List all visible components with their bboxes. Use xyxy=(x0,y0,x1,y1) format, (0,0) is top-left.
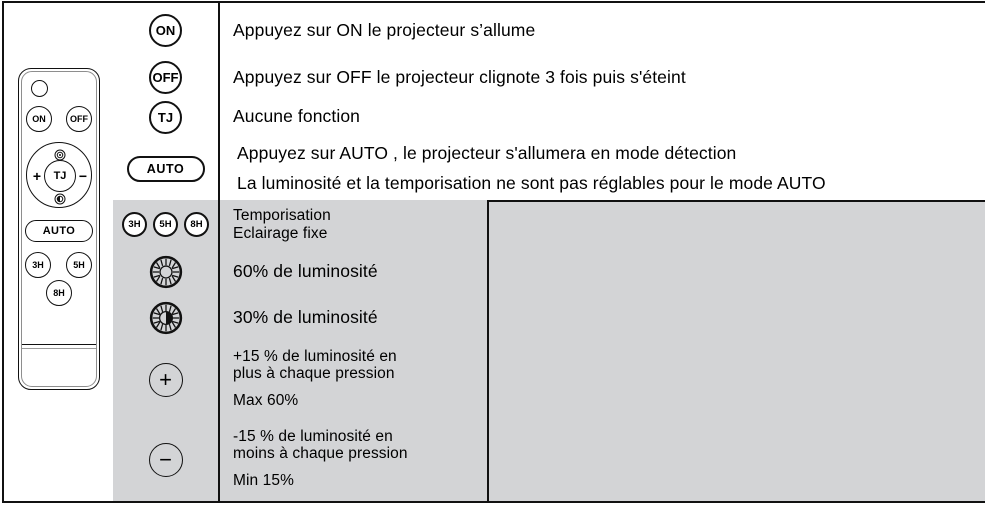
row-note: Max 60% xyxy=(233,392,299,410)
row-text-line: plus à chaque pression xyxy=(233,364,395,382)
remote-dpad[interactable] xyxy=(26,142,92,208)
row-text-line: 30% de luminosité xyxy=(233,307,378,328)
table-row xyxy=(113,249,487,295)
remote-3h-button[interactable] xyxy=(25,252,51,278)
timer-5h-label: 5H xyxy=(159,219,172,230)
remote-tj-button[interactable] xyxy=(44,160,76,192)
empty-gray-panel xyxy=(487,200,985,501)
on-button-icon[interactable] xyxy=(149,14,182,47)
auto-button-icon[interactable] xyxy=(127,156,205,182)
row-text-line: Appuyez sur AUTO , le projecteur s'allumera en mode détection xyxy=(237,142,737,163)
row-text-line: +15 % de luminosité en xyxy=(233,347,397,365)
remote-led-indicator xyxy=(31,80,48,97)
timer-3h-label: 3H xyxy=(128,219,141,230)
remote-5h-label: 5H xyxy=(73,260,85,270)
remote-column xyxy=(4,3,112,501)
plus-icon-label: + xyxy=(159,366,172,392)
timer-8h-icon[interactable] xyxy=(184,212,209,237)
row-icon-cell xyxy=(113,341,220,418)
table-row xyxy=(113,295,487,341)
remote-seam-line xyxy=(22,344,96,345)
row-text-cell xyxy=(220,200,487,249)
minus-icon-label: − xyxy=(159,446,172,472)
table-row xyxy=(113,200,487,249)
row-text-line: Eclairage fixe xyxy=(233,224,328,242)
table-row xyxy=(113,3,985,58)
timer-3h-icon[interactable] xyxy=(122,212,147,237)
remote-minus-button[interactable]: − xyxy=(78,168,88,184)
row-note: Min 15% xyxy=(233,472,295,490)
table-row xyxy=(113,418,487,501)
minus-button-icon[interactable] xyxy=(149,443,183,477)
remote-on-label: ON xyxy=(32,114,46,124)
row-icon-cell xyxy=(113,295,220,341)
timer-8h-label: 8H xyxy=(190,219,203,230)
row-text-line: moins à chaque pression xyxy=(233,444,408,462)
remote-auto-label: AUTO xyxy=(42,225,76,237)
row-text-line: Aucune fonction xyxy=(233,106,361,127)
row-text-cell xyxy=(220,418,487,501)
row-icon-cell xyxy=(113,137,220,200)
row-icon-cell xyxy=(113,97,220,137)
plus-button-icon[interactable] xyxy=(149,363,183,397)
remote-tj-label: TJ xyxy=(53,170,67,182)
brightness-up-icon[interactable] xyxy=(54,148,66,160)
row-text-line: Appuyez sur OFF le projecteur clignote 3 fois puis s'éteint xyxy=(233,66,686,87)
row-icon-cell xyxy=(113,3,220,58)
row-text-line: Temporisation xyxy=(233,207,331,225)
remote-on-button[interactable] xyxy=(26,106,52,132)
row-text-line: -15 % de luminosité en xyxy=(233,427,393,445)
table-row xyxy=(113,137,985,200)
table-row xyxy=(113,341,487,418)
remote-8h-button[interactable] xyxy=(46,280,72,306)
remote-seam-line-secondary xyxy=(22,348,96,349)
row-text-cell xyxy=(220,3,985,58)
auto-icon-label: AUTO xyxy=(146,161,185,176)
row-text-line: 60% de luminosité xyxy=(233,261,378,282)
brightness-full-icon[interactable] xyxy=(149,255,183,289)
remote-off-button[interactable] xyxy=(66,106,92,132)
remote-control-illustration xyxy=(18,68,100,390)
row-text-cell xyxy=(220,58,985,97)
timer-5h-icon[interactable] xyxy=(153,212,178,237)
table-row xyxy=(113,97,985,137)
row-text-line: La luminosité et la temporisation ne sont pas réglables pour le mode AUTO xyxy=(237,173,826,193)
remote-5h-button[interactable] xyxy=(66,252,92,278)
remote-3h-label: 3H xyxy=(32,260,44,270)
row-text-cell xyxy=(220,249,487,295)
row-text-line: Appuyez sur ON le projecteur s’allume xyxy=(233,19,536,40)
off-icon-label: OFF xyxy=(152,70,179,85)
row-icon-cell xyxy=(113,58,220,97)
brightness-down-icon[interactable] xyxy=(54,192,66,204)
off-button-icon[interactable] xyxy=(149,61,182,94)
row-text-cell xyxy=(220,341,487,418)
remote-8h-label: 8H xyxy=(53,288,65,298)
brightness-half-icon[interactable] xyxy=(149,301,183,335)
function-table xyxy=(113,3,985,501)
table-row xyxy=(113,58,985,97)
row-icon-cell xyxy=(113,249,220,295)
tj-icon-label: TJ xyxy=(157,109,174,125)
row-text-cell xyxy=(220,137,985,200)
row-text-cell xyxy=(220,97,985,137)
row-icon-cell xyxy=(113,418,220,501)
row-text-cell xyxy=(220,295,487,341)
tj-button-icon[interactable] xyxy=(149,101,182,134)
remote-off-label: OFF xyxy=(70,114,88,124)
remote-plus-button[interactable]: + xyxy=(32,168,42,184)
on-icon-label: ON xyxy=(155,23,176,38)
remote-auto-button[interactable] xyxy=(25,220,93,242)
row-icon-cell xyxy=(113,200,220,249)
